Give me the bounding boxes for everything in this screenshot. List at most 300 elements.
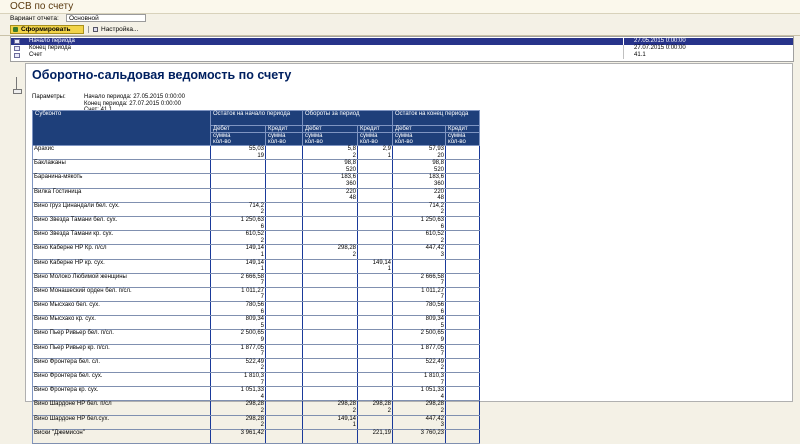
generate-icon bbox=[13, 27, 18, 32]
qty-cell: 2 bbox=[393, 209, 446, 216]
qty-cell bbox=[266, 394, 303, 401]
settings-button[interactable] bbox=[93, 25, 138, 34]
table-row-qty bbox=[33, 309, 480, 316]
sum-cell bbox=[446, 202, 480, 209]
subkonto-cell-empty bbox=[33, 153, 211, 160]
qty-cell bbox=[266, 436, 303, 443]
qty-cell: 7 bbox=[393, 351, 446, 358]
sum-cell bbox=[446, 429, 480, 436]
sum-cell bbox=[358, 160, 393, 167]
sum-cell bbox=[266, 174, 303, 181]
qty-cell bbox=[303, 394, 358, 401]
qty-cell bbox=[266, 266, 303, 273]
sum-cell bbox=[266, 259, 303, 266]
sum-cell bbox=[303, 316, 358, 323]
qty-cell bbox=[358, 323, 393, 330]
qty-cell: 7 bbox=[393, 294, 446, 301]
sum-qty-header: сумма кол-во bbox=[393, 133, 446, 146]
subkonto-cell: Баранина-мякоть bbox=[33, 174, 211, 181]
table-row bbox=[33, 358, 480, 365]
subkonto-cell: Вино Молоко Любимой женщины bbox=[33, 273, 211, 280]
qty-cell bbox=[358, 365, 393, 372]
sum-cell bbox=[358, 174, 393, 181]
qty-cell bbox=[303, 380, 358, 387]
qty-cell: 360 bbox=[303, 181, 358, 188]
subkonto-cell-empty bbox=[33, 337, 211, 344]
qty-cell: 2 bbox=[211, 209, 266, 216]
qty-cell bbox=[446, 365, 480, 372]
qty-cell bbox=[358, 195, 393, 202]
sum-cell bbox=[266, 330, 303, 337]
qty-cell: 2 bbox=[393, 365, 446, 372]
qty-cell: 7 bbox=[393, 280, 446, 287]
sum-cell: 149,14 bbox=[358, 259, 393, 266]
sum-cell bbox=[266, 202, 303, 209]
table-row bbox=[33, 330, 480, 337]
sum-cell bbox=[266, 358, 303, 365]
qty-cell bbox=[303, 365, 358, 372]
sum-cell bbox=[446, 344, 480, 351]
qty-cell bbox=[211, 436, 266, 443]
qty-cell bbox=[303, 294, 358, 301]
qty-cell: 2 bbox=[211, 408, 266, 415]
variant-label: Вариант отчета: bbox=[10, 15, 59, 22]
subkonto-cell-empty bbox=[33, 209, 211, 216]
sum-cell bbox=[446, 231, 480, 238]
parameter-row[interactable] bbox=[11, 52, 793, 59]
subkonto-cell-empty bbox=[33, 195, 211, 202]
sum-cell: 220 bbox=[303, 188, 358, 195]
sum-cell bbox=[358, 302, 393, 309]
sum-cell: 1 011,27 bbox=[211, 287, 266, 294]
qty-cell: 6 bbox=[393, 309, 446, 316]
qty-cell bbox=[211, 167, 266, 174]
table-row-qty bbox=[33, 337, 480, 344]
table-row bbox=[33, 216, 480, 223]
sum-cell: 3 760,23 bbox=[393, 429, 446, 436]
credit-header: Кредит bbox=[358, 126, 393, 133]
qty-cell bbox=[358, 351, 393, 358]
table-row bbox=[33, 160, 480, 167]
table-row-qty bbox=[33, 181, 480, 188]
qty-cell bbox=[266, 238, 303, 245]
subkonto-cell: Вино Пьер Ривьер бел. п/сл. bbox=[33, 330, 211, 337]
calendar-icon bbox=[14, 39, 20, 44]
qty-cell bbox=[266, 209, 303, 216]
report-variant-row bbox=[0, 14, 800, 24]
subkonto-cell: Вино Звезда Тамани бел. сух. bbox=[33, 216, 211, 223]
qty-cell: 1 bbox=[211, 266, 266, 273]
table-row-qty bbox=[33, 323, 480, 330]
parameter-row[interactable] bbox=[11, 38, 793, 45]
sum-cell bbox=[446, 330, 480, 337]
window-title: ОСВ по счету bbox=[10, 1, 74, 12]
table-row bbox=[33, 287, 480, 294]
table-row bbox=[33, 316, 480, 323]
sum-cell: 714,2 bbox=[393, 202, 446, 209]
table-row bbox=[33, 429, 480, 436]
subkonto-cell-empty bbox=[33, 294, 211, 301]
sum-cell: 1 011,27 bbox=[393, 287, 446, 294]
qty-cell: 7 bbox=[393, 380, 446, 387]
end-balance-header: Остаток на конец периода bbox=[393, 111, 480, 126]
qty-cell bbox=[358, 436, 393, 443]
qty-cell bbox=[303, 436, 358, 443]
qty-cell bbox=[446, 280, 480, 287]
sum-cell bbox=[358, 245, 393, 252]
table-row bbox=[33, 259, 480, 266]
sum-cell bbox=[303, 358, 358, 365]
subkonto-cell: Виски "Джемисон" bbox=[33, 429, 211, 436]
sum-cell: 2,9 bbox=[358, 146, 393, 153]
window-title-bar bbox=[0, 0, 800, 14]
sum-cell bbox=[446, 415, 480, 422]
qty-cell: 2 bbox=[303, 153, 358, 160]
report-title: Оборотно-сальдовая ведомость по счету bbox=[32, 68, 292, 82]
table-row bbox=[33, 273, 480, 280]
sum-cell bbox=[266, 302, 303, 309]
qty-cell bbox=[358, 394, 393, 401]
subkonto-cell-empty bbox=[33, 422, 211, 429]
table-row-qty bbox=[33, 394, 480, 401]
qty-cell bbox=[358, 309, 393, 316]
sum-cell bbox=[266, 273, 303, 280]
qty-cell bbox=[266, 195, 303, 202]
qty-cell bbox=[446, 294, 480, 301]
table-row-qty bbox=[33, 224, 480, 231]
qty-cell: 2 bbox=[393, 238, 446, 245]
sum-cell bbox=[266, 401, 303, 408]
sum-cell: 1 877,05 bbox=[211, 344, 266, 351]
qty-cell bbox=[446, 238, 480, 245]
sum-cell bbox=[266, 415, 303, 422]
sum-cell: 1 810,3 bbox=[393, 373, 446, 380]
table-row-qty bbox=[33, 266, 480, 273]
qty-cell bbox=[266, 323, 303, 330]
qty-cell: 2 bbox=[303, 252, 358, 259]
sum-cell: 2 500,65 bbox=[211, 330, 266, 337]
debit-header: Дебет bbox=[303, 126, 358, 133]
turnover-header: Обороты за период bbox=[303, 111, 393, 126]
qty-cell: 5 bbox=[211, 323, 266, 330]
parameter-value[interactable]: 27.05.2015 0:00:00 bbox=[623, 38, 793, 45]
qty-cell bbox=[446, 323, 480, 330]
sum-cell: 780,56 bbox=[393, 302, 446, 309]
qty-cell bbox=[358, 209, 393, 216]
sum-cell bbox=[393, 259, 446, 266]
settings-label: Настройка... bbox=[101, 26, 139, 33]
qty-cell bbox=[446, 351, 480, 358]
qty-cell: 360 bbox=[393, 181, 446, 188]
qty-cell bbox=[358, 238, 393, 245]
sum-cell bbox=[358, 344, 393, 351]
qty-cell: 520 bbox=[303, 167, 358, 174]
sum-cell bbox=[211, 188, 266, 195]
subkonto-cell: Баклажаны bbox=[33, 160, 211, 167]
subkonto-cell-empty bbox=[33, 280, 211, 287]
subkonto-cell-empty bbox=[33, 266, 211, 273]
sum-cell: 57,93 bbox=[393, 146, 446, 153]
qty-cell: 1 bbox=[358, 153, 393, 160]
report-param-start: Начало периода: 27.05.2015 0:00:00 bbox=[84, 94, 185, 100]
sum-cell: 610,52 bbox=[211, 231, 266, 238]
sum-cell: 1 051,33 bbox=[393, 387, 446, 394]
sum-cell bbox=[303, 273, 358, 280]
sum-cell: 522,49 bbox=[211, 358, 266, 365]
subkonto-cell: Вино Мысхако бел. сух. bbox=[33, 302, 211, 309]
variant-field[interactable]: Основной bbox=[66, 14, 146, 22]
sum-cell: 149,14 bbox=[211, 245, 266, 252]
qty-cell bbox=[446, 266, 480, 273]
qty-cell bbox=[266, 422, 303, 429]
subkonto-cell-empty bbox=[33, 181, 211, 188]
generate-label: Сформировать bbox=[21, 26, 71, 33]
sum-cell bbox=[446, 373, 480, 380]
sum-cell bbox=[266, 373, 303, 380]
sum-cell bbox=[303, 216, 358, 223]
sum-cell bbox=[358, 231, 393, 238]
qty-cell bbox=[446, 309, 480, 316]
sum-qty-header: сумма кол-во bbox=[358, 133, 393, 146]
subkonto-header: Субконто bbox=[33, 111, 211, 146]
sum-cell: 1 250,63 bbox=[393, 216, 446, 223]
qty-cell: 3 bbox=[393, 422, 446, 429]
sum-cell bbox=[266, 216, 303, 223]
qty-cell bbox=[266, 224, 303, 231]
sum-cell bbox=[446, 174, 480, 181]
sum-cell: 714,2 bbox=[211, 202, 266, 209]
qty-cell bbox=[358, 252, 393, 259]
qty-cell bbox=[358, 422, 393, 429]
qty-cell bbox=[211, 181, 266, 188]
qty-cell: 1 bbox=[358, 266, 393, 273]
qty-cell bbox=[266, 365, 303, 372]
qty-cell bbox=[446, 394, 480, 401]
qty-cell: 7 bbox=[211, 380, 266, 387]
table-row bbox=[33, 344, 480, 351]
sum-cell bbox=[446, 358, 480, 365]
qty-cell bbox=[358, 167, 393, 174]
qty-cell: 2 bbox=[358, 408, 393, 415]
osv-table bbox=[32, 110, 480, 444]
sum-cell: 2 666,58 bbox=[211, 273, 266, 280]
subkonto-cell: Вино Мысхако кр. сух. bbox=[33, 316, 211, 323]
sum-qty-header: сумма кол-во bbox=[446, 133, 480, 146]
report-area bbox=[25, 63, 793, 436]
subkonto-cell: Вино Каберне НР кр. сух. bbox=[33, 259, 211, 266]
parameter-name: Счет bbox=[29, 52, 43, 58]
qty-cell: 48 bbox=[303, 195, 358, 202]
sum-cell: 780,56 bbox=[211, 302, 266, 309]
sum-cell bbox=[211, 174, 266, 181]
table-row-qty bbox=[33, 209, 480, 216]
sum-cell bbox=[266, 160, 303, 167]
table-row-qty bbox=[33, 153, 480, 160]
parameter-row[interactable] bbox=[11, 45, 793, 52]
qty-cell bbox=[266, 252, 303, 259]
sum-cell bbox=[358, 188, 393, 195]
sum-cell bbox=[358, 415, 393, 422]
sum-cell bbox=[446, 401, 480, 408]
qty-cell bbox=[303, 309, 358, 316]
sum-cell: 98,8 bbox=[303, 160, 358, 167]
qty-cell: 4 bbox=[211, 394, 266, 401]
debit-header: Дебет bbox=[393, 126, 446, 133]
sum-cell: 55,03 bbox=[211, 146, 266, 153]
sum-cell: 2 666,58 bbox=[393, 273, 446, 280]
sum-cell: 447,42 bbox=[393, 245, 446, 252]
sum-cell bbox=[211, 160, 266, 167]
qty-cell: 2 bbox=[211, 422, 266, 429]
sum-cell: 1 810,3 bbox=[211, 373, 266, 380]
table-row bbox=[33, 245, 480, 252]
table-row bbox=[33, 231, 480, 238]
subkonto-cell-empty bbox=[33, 408, 211, 415]
qty-cell bbox=[393, 436, 446, 443]
qty-cell bbox=[446, 153, 480, 160]
report-params-label: Параметры: bbox=[32, 94, 66, 100]
sum-cell: 298,28 bbox=[211, 415, 266, 422]
sum-cell bbox=[358, 216, 393, 223]
qty-cell: 6 bbox=[211, 224, 266, 231]
table-row-qty bbox=[33, 167, 480, 174]
sum-cell bbox=[446, 259, 480, 266]
qty-cell bbox=[266, 181, 303, 188]
qty-cell bbox=[446, 436, 480, 443]
qty-cell: 2 bbox=[211, 365, 266, 372]
sum-cell bbox=[358, 273, 393, 280]
parameter-name: Начало периода bbox=[29, 38, 75, 44]
sum-cell: 1 250,63 bbox=[211, 216, 266, 223]
sum-cell bbox=[358, 287, 393, 294]
sum-cell bbox=[446, 216, 480, 223]
qty-cell bbox=[358, 224, 393, 231]
group-toggle[interactable] bbox=[13, 89, 22, 94]
parameter-value[interactable]: 41.1 bbox=[623, 52, 793, 59]
sum-cell: 183,6 bbox=[393, 174, 446, 181]
qty-cell: 9 bbox=[211, 337, 266, 344]
subkonto-cell: Арахис bbox=[33, 146, 211, 153]
qty-cell bbox=[446, 224, 480, 231]
table-row-qty bbox=[33, 238, 480, 245]
sum-cell: 5,8 bbox=[303, 146, 358, 153]
sum-cell bbox=[446, 302, 480, 309]
sum-cell: 610,52 bbox=[393, 231, 446, 238]
table-row bbox=[33, 188, 480, 195]
qty-cell bbox=[266, 167, 303, 174]
subkonto-cell: Вино Шардоне НР бел. п/сл bbox=[33, 401, 211, 408]
qty-cell bbox=[446, 167, 480, 174]
toolbar-separator bbox=[88, 26, 89, 33]
qty-cell: 19 bbox=[211, 153, 266, 160]
credit-header: Кредит bbox=[266, 126, 303, 133]
subkonto-cell: Вино груз Цинандали бел. сух. bbox=[33, 202, 211, 209]
sum-cell: 809,34 bbox=[211, 316, 266, 323]
sum-cell: 809,34 bbox=[393, 316, 446, 323]
sum-cell bbox=[303, 373, 358, 380]
subkonto-cell: Вино Фронтера кр. сух. bbox=[33, 387, 211, 394]
table-row-qty bbox=[33, 365, 480, 372]
sum-cell: 3 961,42 bbox=[211, 429, 266, 436]
qty-cell bbox=[303, 209, 358, 216]
sum-cell: 149,14 bbox=[303, 415, 358, 422]
qty-cell bbox=[446, 337, 480, 344]
qty-cell bbox=[303, 238, 358, 245]
qty-cell: 1 bbox=[303, 422, 358, 429]
qty-cell: 7 bbox=[211, 351, 266, 358]
qty-cell bbox=[266, 153, 303, 160]
sum-cell bbox=[358, 316, 393, 323]
sum-cell: 298,28 bbox=[303, 245, 358, 252]
sum-cell: 298,28 bbox=[303, 401, 358, 408]
sum-cell: 149,14 bbox=[211, 259, 266, 266]
qty-cell bbox=[303, 224, 358, 231]
sum-cell: 98,8 bbox=[393, 160, 446, 167]
subkonto-cell-empty bbox=[33, 252, 211, 259]
credit-header: Кредит bbox=[446, 126, 480, 133]
settings-icon bbox=[93, 27, 98, 32]
sum-cell bbox=[266, 344, 303, 351]
qty-cell bbox=[266, 337, 303, 344]
qty-cell: 2 bbox=[393, 408, 446, 415]
qty-cell bbox=[303, 337, 358, 344]
report-side-gutter bbox=[10, 63, 24, 393]
sum-cell bbox=[358, 358, 393, 365]
table-row-qty bbox=[33, 380, 480, 387]
qty-cell bbox=[446, 380, 480, 387]
qty-cell: 4 bbox=[393, 394, 446, 401]
generate-button[interactable] bbox=[10, 25, 84, 34]
report-param-end: Конец периода: 27.07.2015 0:00:00 bbox=[84, 100, 181, 107]
qty-cell bbox=[303, 280, 358, 287]
parameter-value[interactable]: 27.07.2015 0:00:00 bbox=[623, 45, 793, 52]
qty-cell: 3 bbox=[393, 252, 446, 259]
sum-cell bbox=[446, 245, 480, 252]
table-row bbox=[33, 302, 480, 309]
table-row-qty bbox=[33, 422, 480, 429]
sum-cell bbox=[266, 146, 303, 153]
qty-cell: 7 bbox=[211, 280, 266, 287]
table-row-qty bbox=[33, 195, 480, 202]
qty-cell bbox=[211, 195, 266, 202]
subkonto-cell-empty bbox=[33, 365, 211, 372]
table-row bbox=[33, 401, 480, 408]
sum-cell bbox=[266, 245, 303, 252]
qty-cell bbox=[358, 280, 393, 287]
sum-cell bbox=[303, 202, 358, 209]
calendar-icon bbox=[14, 46, 20, 51]
sum-cell: 221,19 bbox=[358, 429, 393, 436]
sum-cell bbox=[303, 387, 358, 394]
qty-cell: 6 bbox=[393, 224, 446, 231]
sum-cell: 1 877,05 bbox=[393, 344, 446, 351]
qty-cell bbox=[393, 266, 446, 273]
sum-cell: 183,6 bbox=[303, 174, 358, 181]
sum-cell bbox=[446, 146, 480, 153]
qty-cell bbox=[446, 195, 480, 202]
sum-cell: 298,28 bbox=[211, 401, 266, 408]
table-row-qty bbox=[33, 294, 480, 301]
subkonto-cell-empty bbox=[33, 238, 211, 245]
qty-cell bbox=[266, 294, 303, 301]
sum-cell: 220 bbox=[393, 188, 446, 195]
sum-cell: 2 500,65 bbox=[393, 330, 446, 337]
qty-cell bbox=[266, 280, 303, 287]
sum-cell bbox=[358, 330, 393, 337]
sum-cell bbox=[303, 344, 358, 351]
subkonto-cell: Вино Звезда Тамани кр. сух. bbox=[33, 231, 211, 238]
qty-cell: 1 bbox=[211, 252, 266, 259]
